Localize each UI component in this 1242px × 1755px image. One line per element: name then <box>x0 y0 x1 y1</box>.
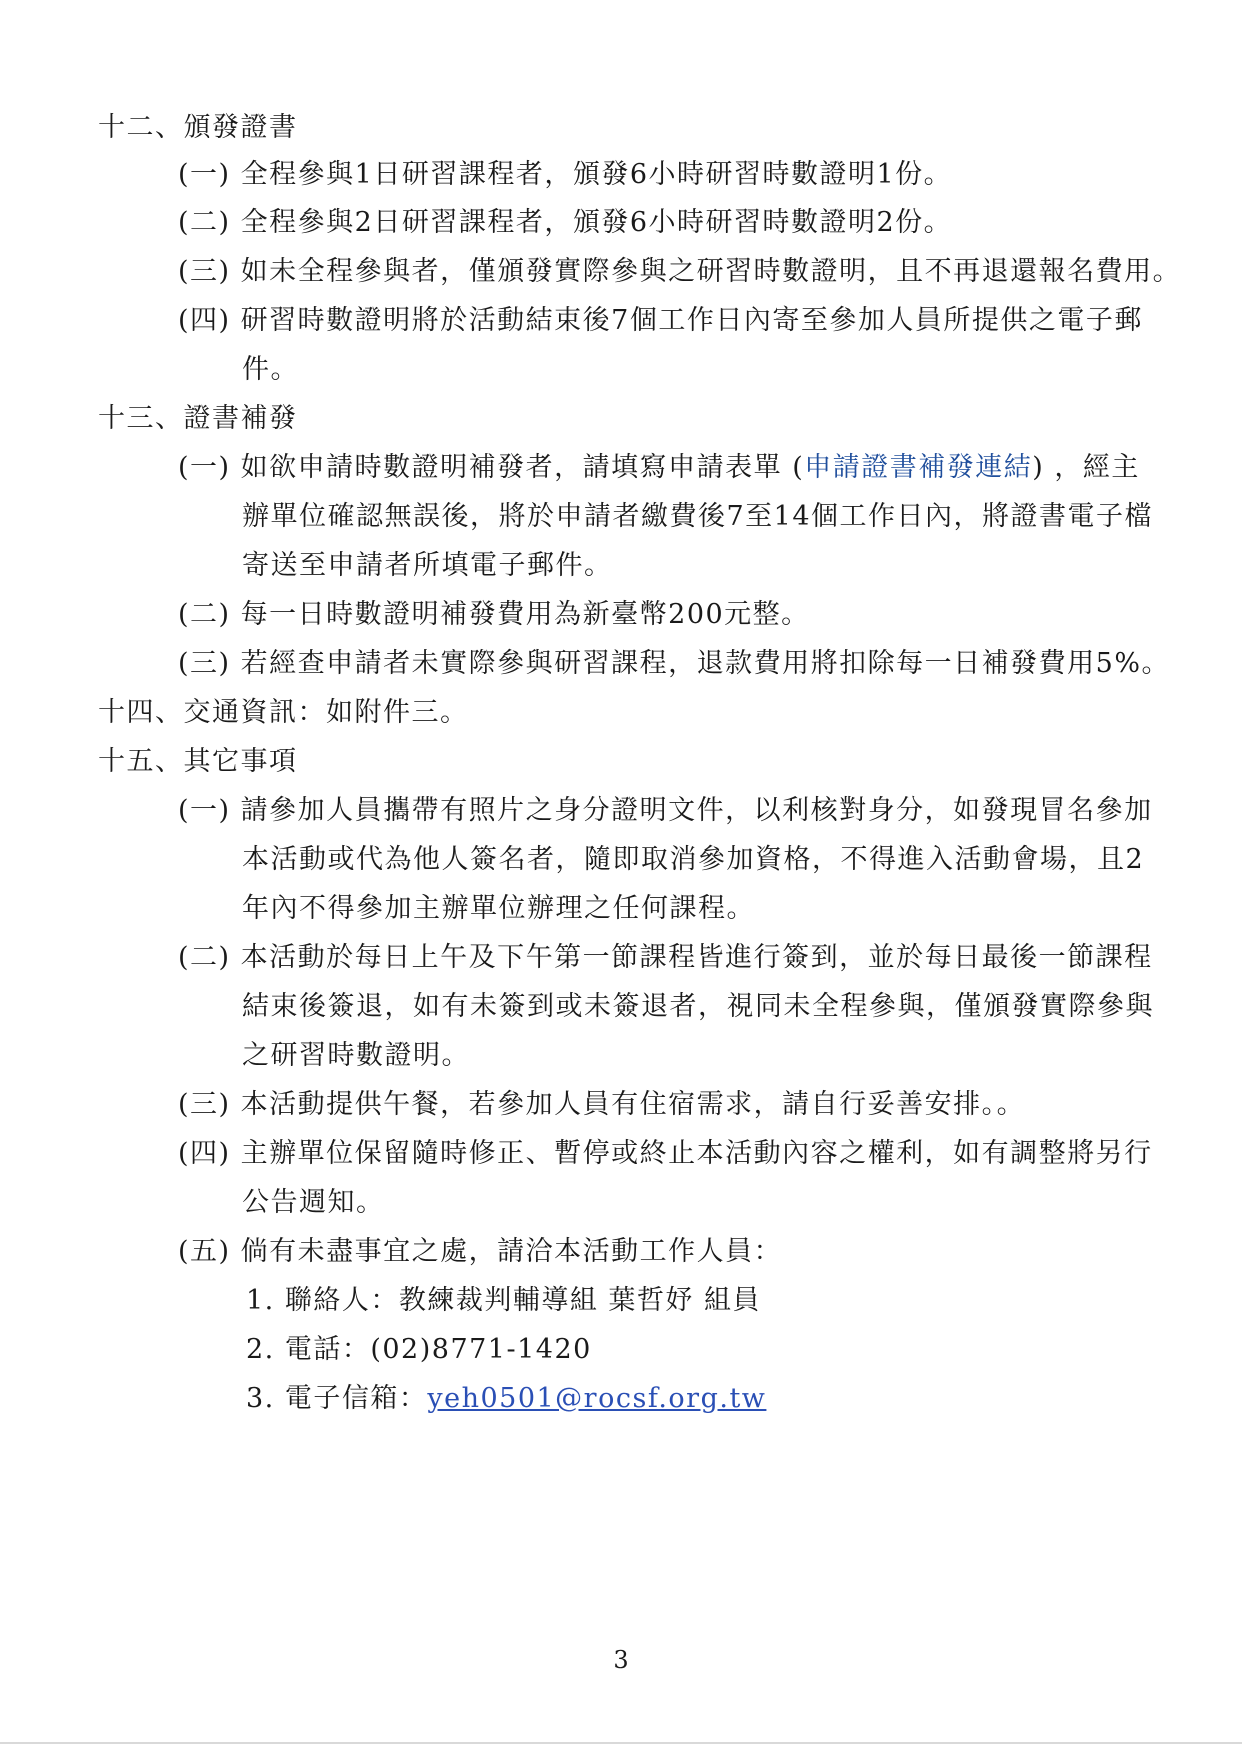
section-13-item-1-continued-1: 辦單位確認無誤後，將於申請者繳費後7至14個工作日內，將證書電子檔 <box>242 501 1154 532</box>
section-13-heading: 十三、證書補發 <box>98 403 298 434</box>
section-12-item-1: (一) 全程參與1日研習課程者，頒發6小時研習時數證明1份。 <box>178 159 953 190</box>
section-13-item-2: (二) 每一日時數證明補發費用為新臺幣200元整。 <box>178 599 810 630</box>
section-15-item-2-continued-2: 之研習時數證明。 <box>242 1040 470 1071</box>
section-13-item-1-continued-2: 寄送至申請者所填電子郵件。 <box>242 550 613 581</box>
section-14-heading: 十四、交通資訊：如附件三。 <box>98 697 469 728</box>
contact-email-line <box>246 1381 766 1417</box>
section-15-item-1-continued-2: 年內不得參加主辦單位辦理之任何課程。 <box>242 893 755 924</box>
contact-email-link[interactable]: yeh0501@rocsf.org.tw <box>427 1383 767 1414</box>
section-12-item-4: (四) 研習時數證明將於活動結束後7個工作日內寄至參加人員所提供之電子郵 <box>178 305 1143 336</box>
section-15-item-5: (五) 倘有未盡事宜之處，請洽本活動工作人員： <box>178 1236 783 1267</box>
reissue-certificate-link[interactable]: 申請證書補發連結 <box>804 452 1033 483</box>
section-15-item-4-continued: 公告週知。 <box>242 1187 385 1218</box>
section-12-item-2: (二) 全程參與2日研習課程者，頒發6小時研習時數證明2份。 <box>178 207 953 238</box>
section-15-item-2-continued-1: 結束後簽退，如有未簽到或未簽退者，視同未全程參與，僅頒發實際參與 <box>242 991 1154 1022</box>
section-13-item-1 <box>178 450 1140 486</box>
section-15-item-1: (一) 請參加人員攜帶有照片之身分證明文件，以利核對身分，如發現冒名參加 <box>178 795 1153 826</box>
section-15-item-2: (二) 本活動於每日上午及下午第一節課程皆進行簽到，並於每日最後一節課程 <box>178 942 1153 973</box>
section-15-item-4: (四) 主辦單位保留隨時修正、暫停或終止本活動內容之權利，如有調整將另行 <box>178 1138 1153 1169</box>
section-15-item-3: (三) 本活動提供午餐，若參加人員有住宿需求，請自行妥善安排。。 <box>178 1089 1026 1120</box>
contact-email-label: 3. 電子信箱： <box>246 1383 428 1414</box>
section-13-item-1-text-end: ) ，經主 <box>1032 452 1140 483</box>
section-12-item-4-continued: 件。 <box>242 354 299 385</box>
section-15-heading: 十五、其它事項 <box>98 746 298 777</box>
section-15-item-1-continued-1: 本活動或代為他人簽名者，隨即取消參加資格，不得進入活動會場，且2 <box>242 844 1145 875</box>
section-13-item-1-text: (一) 如欲申請時數證明補發者，請填寫申請表單 ( <box>178 452 805 483</box>
section-13-item-3: (三) 若經查申請者未實際參與研習課程，退款費用將扣除每一日補發費用5%。 <box>178 648 1170 679</box>
contact-phone: 2. 電話：(02)8771-1420 <box>246 1334 592 1365</box>
contact-person: 1. 聯絡人：教練裁判輔導組 葉哲妤 組員 <box>246 1285 762 1316</box>
section-12-heading: 十二、頒發證書 <box>98 112 298 143</box>
scan-edge-divider <box>0 1742 1242 1744</box>
page-number: 3 <box>613 1646 629 1674</box>
section-12-item-3: (三) 如未全程參與者，僅頒發實際參與之研習時數證明，且不再退還報名費用。 <box>178 256 1182 287</box>
